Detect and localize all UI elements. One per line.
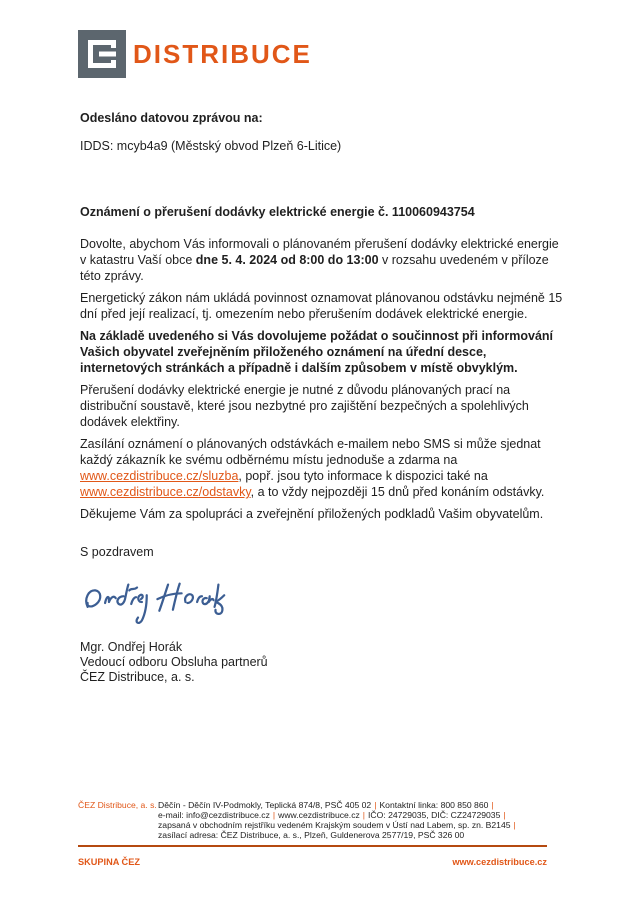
closing-line: S pozdravem <box>80 545 154 559</box>
footer-address-row <box>158 820 519 830</box>
link-odstavky[interactable]: www.cezdistribuce.cz/odstavky <box>80 485 251 499</box>
sent-via-label: Odesláno datovou zprávou na: <box>80 111 263 125</box>
paragraph-subscribe <box>80 436 568 500</box>
paragraph-subscribe-mid: , popř. jsou tyto informace k dispozici také na <box>238 469 488 483</box>
footer-separator: | <box>513 820 516 830</box>
footer-address-cell: zasílací adresa: ČEZ Distribuce, a. s., Plzeň, Guldenerova 2577/19, PSČ 326 00 <box>158 830 465 840</box>
cez-logo-glyph <box>78 30 126 78</box>
footer-separator: | <box>503 810 506 820</box>
paragraph-subscribe-tail: , a to vždy nejpozději 15 dnů před konáním odstávky. <box>250 485 545 499</box>
signer-name: Mgr. Ondřej Horák <box>80 640 183 654</box>
footer-address-cell: zapsaná v obchodním rejstříku vedeném Krajským soudem v Ústí nad Labem, sp. zn. B2145 <box>158 820 511 830</box>
paragraph-intro-text: Dovolte, abychom Vás informovali o plánovaném přerušení dodávky elektrické energie v katastru Vaší obce <box>80 237 559 267</box>
paragraph-intro-tail: v rozsahu uvedeném v příloze této zprávy. <box>80 253 549 283</box>
footer-address-cell: IČO: 24729035, DIČ: CZ24729035 <box>368 810 501 820</box>
brand-wordmark: DISTRIBUCE <box>133 39 312 69</box>
letter-subject: Oznámení o přerušení dodávky elektrické energie č. 110060943754 <box>80 205 475 219</box>
footer-separator: | <box>374 800 377 810</box>
footer-separator: | <box>362 810 366 820</box>
signer-block <box>80 640 568 685</box>
footer-address-row <box>158 800 519 810</box>
paragraph-thanks: Děkujeme Vám za spolupráci a zveřejnění přiložených podkladů Vašim obyvatelům. <box>80 507 544 521</box>
paragraph-reason: Přerušení dodávky elektrické energie je nutné z důvodu plánovaných prací na distribuční soustavě, které jsou nezbytné pro zajištění bezpečných a spolehlivých dodávek elektřiny. <box>80 383 529 429</box>
signer-role: Vedoucí odboru Obsluha partnerů <box>80 655 268 669</box>
outage-datetime: dne 5. 4. 2024 od 8:00 do 13:00 <box>195 253 379 267</box>
recipient-line: IDDS: mcyb4a9 (Městský obvod Plzeň 6-Litice) <box>80 139 342 153</box>
footer-address-cell: Děčín - Děčín IV-Podmokly, Teplická 874/8, PSČ 405 02 <box>158 800 372 810</box>
paragraph-subscribe-text: Zasílání oznámení o plánovaných odstávkách e-mailem nebo SMS si může sjednat každý zákazník ke svému odběrnému místu jednoduše a zdarma na <box>80 437 541 467</box>
footer-bottom-row <box>78 856 547 868</box>
link-sluzba[interactable]: www.cezdistribuce.cz/sluzba <box>80 469 239 483</box>
footer-company-label: ČEZ Distribuce, a. s. <box>78 800 157 810</box>
footer-address-cell: Kontaktní linka: 800 850 860 <box>379 800 489 810</box>
footer-website-link[interactable]: www.cezdistribuce.cz <box>452 857 547 867</box>
footer-address-cell: www.cezdistribuce.cz <box>278 810 360 820</box>
paragraph-intro <box>80 236 568 284</box>
footer-address-row <box>158 810 519 820</box>
signer-company: ČEZ Distribuce, a. s. <box>80 670 195 684</box>
handwritten-signature-icon <box>78 572 230 634</box>
brand-header <box>78 30 312 78</box>
footer-address <box>158 800 519 840</box>
footer-separator: | <box>491 800 494 810</box>
footer-info <box>78 800 519 840</box>
footer-address-row <box>158 830 519 840</box>
letter-body <box>80 204 568 685</box>
footer-address-cell: e-mail: info@cezdistribuce.cz <box>158 810 270 820</box>
paragraph-request: Na základě uvedeného si Vás dovolujeme požádat o součinnost při informování Vašich obyvatel zveřejněním přiloženého oznámení na úřední desce, internetových stránkách a případně i dalším způsobem v místě obvyklým. <box>80 329 554 375</box>
cez-e-mark-icon <box>78 30 126 78</box>
footer-divider <box>78 845 547 847</box>
paragraph-law: Energetický zákon nám ukládá povinnost oznamovat plánovanou odstávku nejméně 15 dní před její realizací, tj. omezením nebo přerušením dodávek elektrické energie. <box>80 291 563 321</box>
skupina-cez-label: SKUPINA ČEZ <box>78 857 140 867</box>
footer-separator: | <box>272 810 276 820</box>
